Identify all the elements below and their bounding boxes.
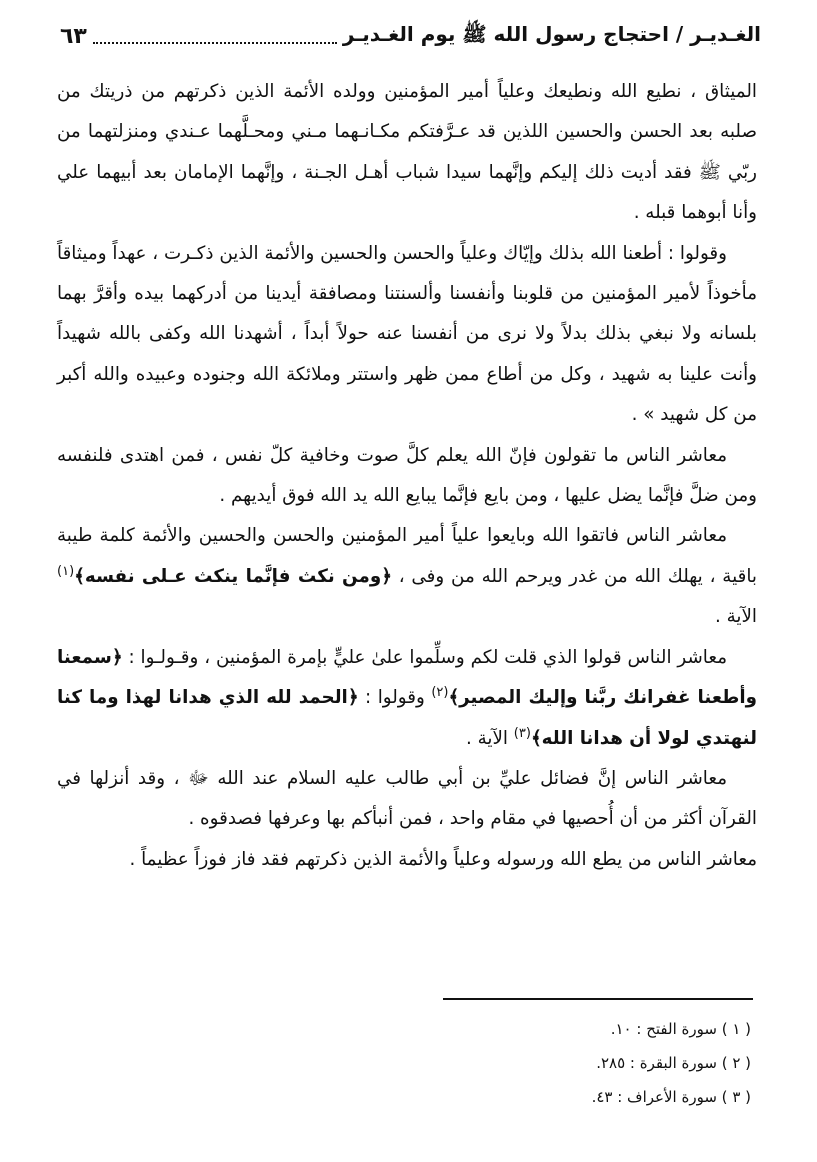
footnote-reference: (١): [57, 563, 75, 579]
header-title: الغـديـر / احتجاج رسول الله ﷺ يوم الغـديـر: [342, 21, 761, 46]
text-segment: وقولوا :: [358, 687, 432, 709]
footnote-3: ( ٣ ) سورة الأعراف : ٤٣.: [591, 1088, 751, 1106]
text-segment: معاشر الناس فاتقوا الله وبايعوا علياً أمير المؤمنين والحسن والحسين والأئمة كلمة طيبة باقية ، يهلك الله من غدر ويرحم الله من وفى ،: [57, 525, 757, 587]
text-segment: الآية .: [465, 727, 514, 749]
quran-verse: ﴿سمعنا وأطعنا غفرانك ربَّنا وإليك المصير﴾: [57, 646, 758, 709]
footnote-reference: (٢): [431, 685, 449, 700]
running-header: [60, 16, 761, 56]
paragraph: [57, 638, 757, 759]
paragraph: [57, 840, 757, 880]
footnote-reference: (٣): [513, 725, 531, 741]
footnote-2: ( ٢ ) سورة البقرة : ٢٨٥.: [596, 1054, 751, 1072]
quran-verse: ﴿الحمد لله الذي هدانا لهذا وما كنا لنهتدي لولا أن هدانا الله﴾: [57, 687, 757, 749]
text-segment: الآية .: [714, 606, 757, 628]
text-segment: وقولوا : أطعنا الله بذلك وإيّاك وعلياً والحسن والحسين والأئمة الذين ذكـرت ، عهداً وميثاقاً مأخوذاً لأمير المؤمنين من قلوبنا وأنفسنا وألسنتنا ومصافقة أيدينا من أدركهما بيده وأقرَّ بهما بلسانه ولا نبغي بذلك بدلاً ولا نرى من أنفسنا عنه حولاً أبداً ، أشهدنا الله وكفى بالله شهيداً وأنت علينا به شهيد ، وكل من أطاع ممن ظهر واستتر وملائكة الله وجنوده وعبيده والله أكبر من كل شهيد » .: [57, 242, 757, 426]
paragraph: [57, 234, 757, 436]
header-dot-leader: [93, 28, 337, 44]
footnote-1: ( ١ ) سورة الفتح : ١٠.: [610, 1020, 751, 1038]
quran-verse: ﴿ومن نكث فإنَّما ينكث عـلى نفسه﴾: [74, 565, 392, 587]
text-segment: الميثاق ، نطيع الله ونطيعك وعلياً أمير المؤمنين وولده الأئمة الذين ذكرتهم من ذريتك من صلبه بعد الحسن والحسين اللذين قد عـرَّفتكم مكـانـهما مـني ومحـلَّهما عـندي ومنزلتهما من ربّي ﷺ فقد أديت ذلك إليكم وإنَّهما سيدا شباب أهـل الجـنة ، وإنَّهما الإمامان بعد أبيهما علي وأنا أبوهما قبله .: [57, 81, 757, 224]
text-segment: معاشر الناس إنَّ فضائل عليِّ بن أبي طالب عليه السلام عند الله ﷻ ، وقد أنزلها في القرآن أكثر من أن أُحصيها في مقام واحد ، فمن أنبأكم بها وعرفها فصدقوه .: [57, 767, 757, 830]
footnote-divider: [443, 998, 753, 1000]
paragraph: [57, 759, 757, 840]
text-segment: معاشر الناس من يطع الله ورسوله وعلياً والأئمة الذين ذكرتهم فقد فاز فوزاً عظيماً .: [129, 848, 757, 870]
text-segment: معاشر الناس قولوا الذي قلت لكم وسلِّموا علىٰ عليٍّ بإمرة المؤمنين ، وقـولـوا :: [122, 646, 727, 668]
paragraph: [57, 436, 757, 517]
footnotes: [351, 1012, 751, 1114]
paragraph: [57, 72, 757, 234]
text-segment: معاشر الناس ما تقولون فإنّ الله يعلم كلَّ صوت وخافية كلّ نفس ، فمن اهتدى فلنفسه ومن ضلَّ فإنَّما يضل عليها ، ومن بايع فإنَّما يبايع الله يد الله فوق أيديهم .: [57, 444, 757, 507]
main-text: [57, 72, 757, 880]
page-number: ٦٣: [60, 23, 87, 49]
paragraph: [57, 516, 757, 637]
